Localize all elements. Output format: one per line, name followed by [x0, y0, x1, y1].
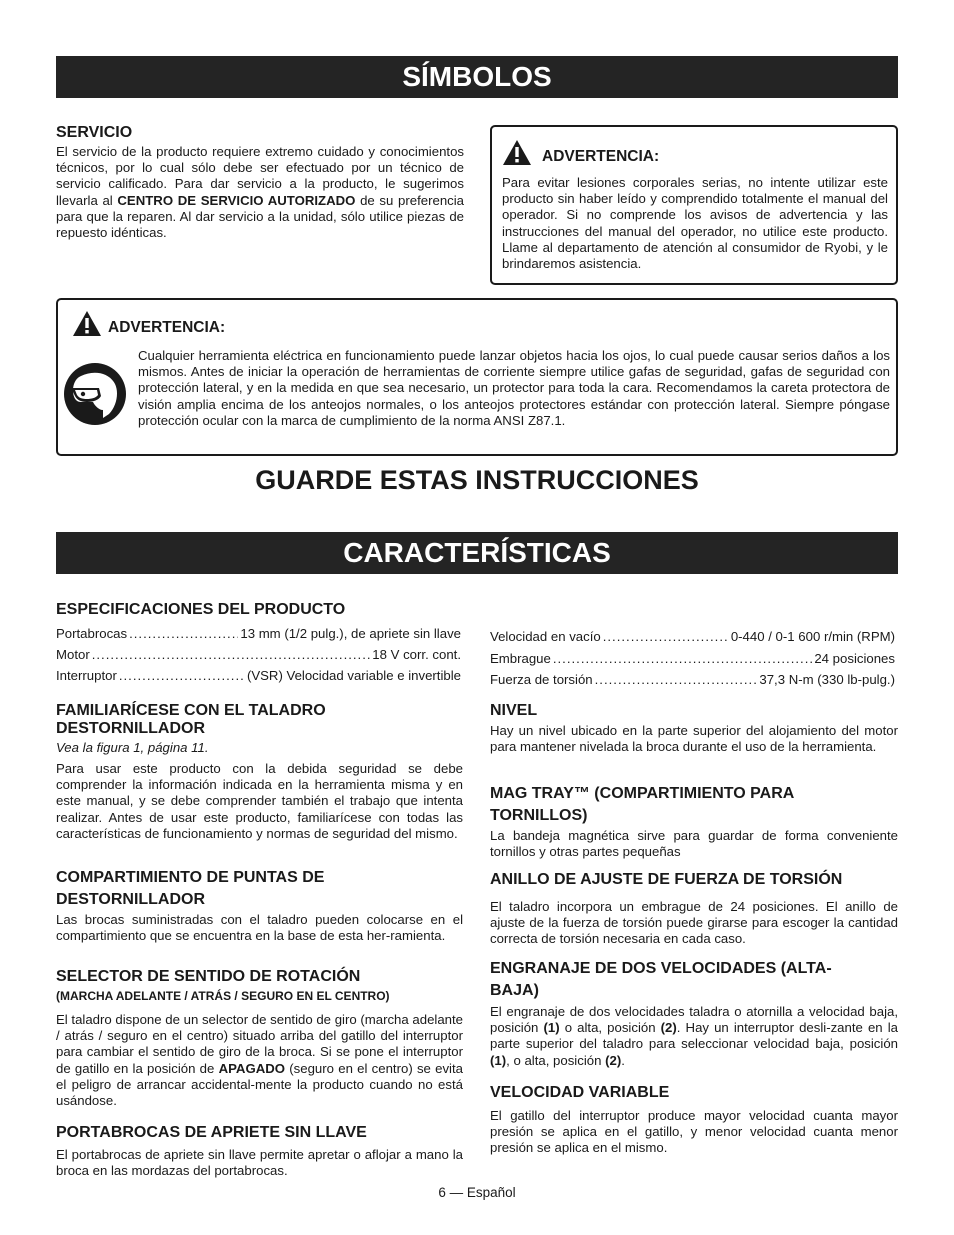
- service-text: El servicio de la producto requiere extremo cuidado y conocimientos técnicos, por lo cual sólo debe ser efectuado por un técnico de servicio calificado. Para dar servicio a la producto, le sugerimos llevarla al CENTRO DE SERVICIO AUTORIZADO de su preferencia para que la reparen. Al dar servicio a la unidad, sólo utilice piezas de repuesto idénticas.: [56, 144, 465, 241]
- torque-text: El taladro incorpora un embrague de 24 posiciones. El anillo de ajuste de la fuerza de torsión puede girarse para escoger la cantidad correcta de torsión necesaria en cada caso.: [490, 899, 898, 947]
- safety-glasses-icon: [63, 362, 127, 426]
- magtray-heading: MAG TRAY™ (COMPARTIMIENTO PARA TORNILLOS): [490, 785, 794, 824]
- warning-heading: ADVERTENCIA:: [108, 319, 226, 336]
- features-banner: CARACTERÍSTICAS: [56, 532, 898, 574]
- magtray-text: La bandeja magnética sirve para guardar de forma conveniente tornillos y otras partes pequeñas: [490, 828, 898, 860]
- familiarize-heading: FAMILIARÍCESE CON EL TALADRO DESTORNILLADOR: [56, 702, 326, 737]
- warning-triangle-icon: [72, 310, 102, 337]
- gear-text: El engranaje de dos velocidades taladra o atornilla a velocidad baja, posición (1) o alta, posición (2). Hay un interruptor desli-zante en la parte superior del taladro para seleccionar velocidad baja, posición (1), o alta, posición (2).: [490, 1004, 898, 1068]
- familiarize-text: Para usar este producto con la debida seguridad se debe comprender la información indicada en la herramienta misma y en este manual, y se debe comprender también el trabajo que intenta realizar. Antes de usar este producto, familiarícese con todas las características de funcionamiento y normas de seguridad del mismo.: [56, 761, 463, 841]
- warning-box-eye-protection: [56, 298, 898, 456]
- warning-heading: ADVERTENCIA:: [542, 148, 660, 165]
- spec-row: Interruptor ..... (VSR) Velocidad variable e invertible: [56, 668, 461, 683]
- spec-row: Motor ..... 18 V corr. cont.: [56, 647, 461, 662]
- figure-reference: Vea la figura 1, página 11.: [56, 740, 209, 755]
- page-footer: 6 — Español: [438, 1185, 516, 1200]
- warning-box-operator-manual: [490, 125, 898, 285]
- variable-speed-heading: VELOCIDAD VARIABLE: [490, 1084, 670, 1101]
- save-instructions-title: GUARDE ESTAS INSTRUCCIONES: [255, 465, 699, 495]
- warning-triangle-icon: [502, 139, 532, 166]
- bit-storage-heading: COMPARTIMIENTO DE PUNTAS DE DESTORNILLADOR: [56, 869, 325, 908]
- symbols-banner: SÍMBOLOS: [56, 56, 898, 98]
- spec-row: Fuerza de torsión ..... 37,3 N-m (330 lb-pulg.): [490, 672, 895, 687]
- warning-text: Para evitar lesiones corporales serias, no intente utilizar este producto sin haber leído y comprendido totalmente el manual del operador. Si no comprende los avisos de advertencia y las instrucciones del manual del operador, no utilice este producto. Llame al departamento de atención al consumidor de Ryobi, y le brindaremos asistencia.: [502, 175, 888, 272]
- direction-text: El taladro dispone de un selector de sentido de giro (marcha adelante / atrás / seguro en el centro) situado arriba del gatillo del interruptor para cambiar el sentido de giro de la broca. Si se pone el interruptor de gatillo en la posición de APAGADO (seguro en el centro) se evita el peligro de arrancar accidental-mente la producto cuando no está usándose.: [56, 1012, 463, 1109]
- direction-heading: SELECTOR DE SENTIDO DE ROTACIÓN: [56, 968, 361, 985]
- gear-heading: ENGRANAJE DE DOS VELOCIDADES (ALTA-BAJA): [490, 960, 832, 999]
- specs-heading: ESPECIFICACIONES DEL PRODUCTO: [56, 601, 346, 618]
- level-heading: NIVEL: [490, 702, 538, 719]
- warning-text: Cualquier herramienta eléctrica en funcionamiento puede lanzar objetos hacia los ojos, lo cual puede causar serios daños a los mismos. Antes de iniciar la operación de herramientas de corriente siempre utilice gafas de seguridad, gafas de seguridad con protección lateral, y en la medida en que sea necesario, un protector para toda la cara. Recomendamos la careta protectora de visión amplia encima de los anteojos normales, o los anteojos protectores estándar con protección lateral. Siempre póngase protección ocular con la marca de cumplimiento de la norma ANSI Z87.1.: [138, 348, 890, 428]
- spec-row: Embrague ..... 24 posiciones: [490, 651, 895, 666]
- spec-row: Velocidad en vacío ..... 0-440 / 0-1 600 r/min (RPM): [490, 629, 895, 644]
- direction-subheading: (MARCHA ADELANTE / ATRÁS / SEGURO EN EL CENTRO): [56, 989, 390, 1003]
- level-text: Hay un nivel ubicado en la parte superior del alojamiento del motor para mantener nivelada la broca durante el uso de la herramienta.: [490, 723, 898, 755]
- keyless-heading: PORTABROCAS DE APRIETE SIN LLAVE: [56, 1124, 367, 1141]
- keyless-text: El portabrocas de apriete sin llave permite apretar o aflojar a mano la broca en las mordazas del portabrocas.: [56, 1147, 463, 1179]
- service-heading: SERVICIO: [56, 124, 133, 141]
- torque-heading: ANILLO DE AJUSTE DE FUERZA DE TORSIÓN: [490, 871, 843, 888]
- bit-storage-text: Las brocas suministradas con el taladro pueden colocarse en el compartimiento que se encuentra en la base de esta her-ramienta.: [56, 912, 463, 944]
- variable-speed-text: El gatillo del interruptor produce mayor velocidad cuanta mayor presión se aplica en el gatillo, y menor velocidad cuanta menor presión se aplica en el mismo.: [490, 1108, 898, 1156]
- spec-row: Portabrocas ..... 13 mm (1/2 pulg.), de apriete sin llave: [56, 626, 461, 641]
